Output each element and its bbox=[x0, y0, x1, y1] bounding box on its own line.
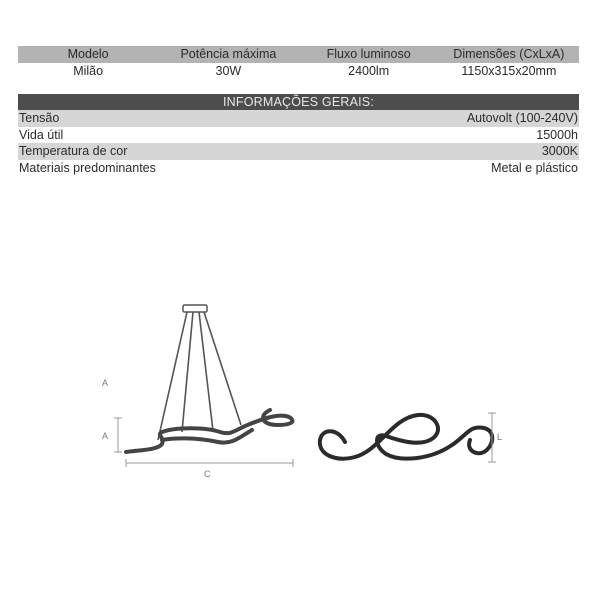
suspension-cable bbox=[204, 312, 241, 425]
header-potencia: Potência máxima bbox=[180, 47, 277, 61]
suspension-cable bbox=[199, 312, 213, 431]
table-row bbox=[18, 160, 579, 177]
row-value: Metal e plástico bbox=[491, 160, 578, 175]
header-modelo: Modelo bbox=[67, 47, 109, 61]
table-row bbox=[18, 127, 579, 144]
general-info-table bbox=[18, 94, 579, 176]
dimension-label-c: C bbox=[204, 469, 211, 479]
row-label: Tensão bbox=[19, 111, 60, 126]
row-value: 15000h bbox=[536, 127, 578, 142]
lamp-top-outline bbox=[320, 415, 492, 459]
ceiling-canopy bbox=[183, 305, 207, 312]
table-row bbox=[18, 143, 579, 160]
lamp-body bbox=[126, 410, 292, 452]
value-fluxo: 2400lm bbox=[348, 64, 390, 78]
value-modelo: Milão bbox=[73, 64, 104, 78]
header-fluxo: Fluxo luminoso bbox=[326, 47, 411, 61]
row-value: Autovolt (100-240V) bbox=[466, 111, 578, 126]
row-label: Temperatura de cor bbox=[19, 144, 128, 159]
dimension-label-l: L bbox=[497, 432, 503, 442]
value-dimensoes: 1150x315x20mm bbox=[461, 64, 557, 78]
spec-table bbox=[18, 46, 579, 80]
spec-table-row bbox=[18, 63, 579, 80]
suspension-cable bbox=[158, 312, 187, 440]
lamp-body-lower bbox=[162, 430, 252, 443]
general-info-title: INFORMAÇÕES GERAIS: bbox=[18, 94, 579, 110]
table-row bbox=[18, 110, 579, 127]
row-label: Vida útil bbox=[19, 127, 64, 142]
row-value: 3000K bbox=[541, 144, 578, 159]
suspension-cable bbox=[182, 312, 193, 432]
header-dimensoes: Dimensões (CxLxA) bbox=[453, 47, 565, 61]
dimension-label-a-top: A bbox=[102, 378, 109, 388]
value-potencia: 30W bbox=[215, 64, 242, 78]
side-view bbox=[114, 305, 293, 467]
row-label: Materiais predominantes bbox=[19, 160, 156, 175]
top-view bbox=[320, 413, 496, 462]
spec-table-header bbox=[18, 46, 579, 63]
dimension-label-a-bottom: A bbox=[102, 431, 109, 441]
